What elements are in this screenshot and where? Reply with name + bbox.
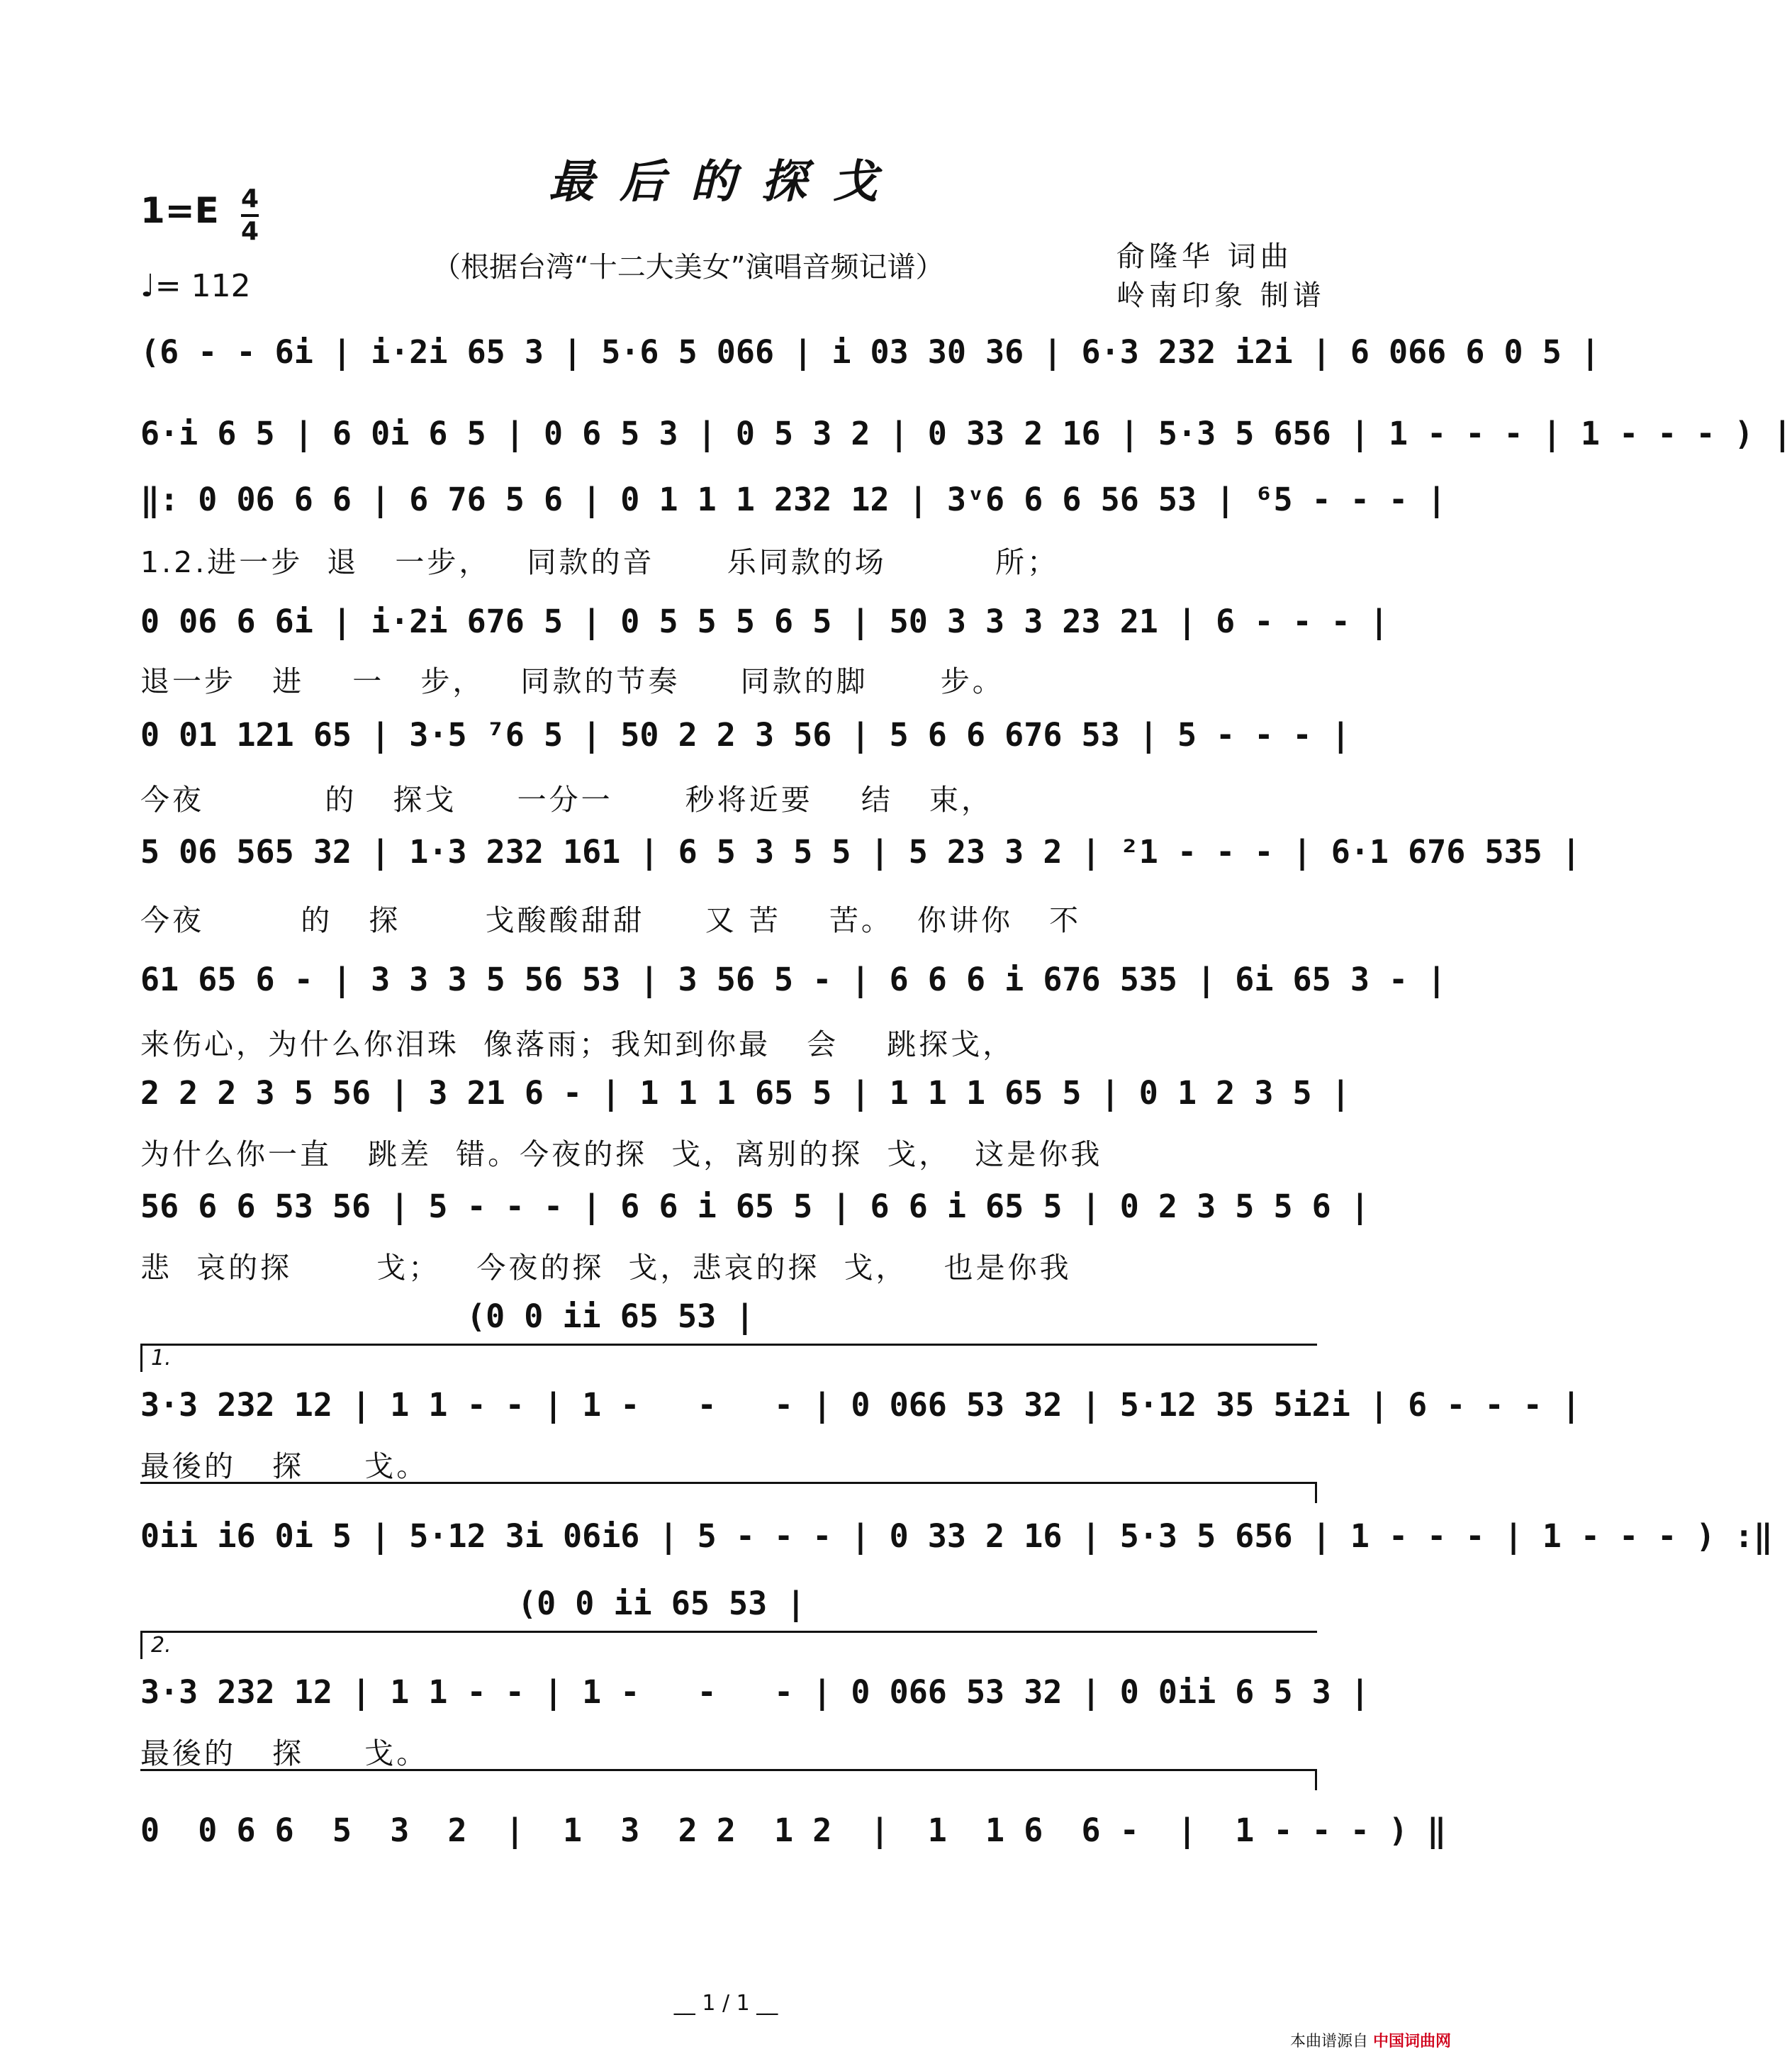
score-line-9: 56 6 6 53 56 | 5 - - - | 6 6 i 65 5 | 6 6 i 65 5 | 0 2 3 5 5 6 | (140, 1188, 1370, 1225)
transcriber-credit: 岭南印象 制谱 (1116, 279, 1326, 312)
composer-credit: 俞隆华 词曲 (1116, 240, 1293, 273)
pickup-phrase-1: (0 0 ii 65 53 | (466, 1297, 755, 1335)
subtitle: （根据台湾“十二大美女”演唱音频记谱） (432, 251, 944, 284)
source-watermark (1290, 2029, 1451, 2051)
volta-1-bracket (140, 1344, 1317, 1372)
score-line-10: 3·3 232 12 | 1 1 - - | 1 - - - | 0 066 53 32 | 5·12 35 5i2i | 6 - - - | (140, 1386, 1581, 1424)
lyric-line-7: 来伤心，为什么你泪珠 像落雨；我知到你最 会 跳探戈， (140, 1027, 1015, 1061)
score-line-5: 0 01 121 65 | 3·5 ⁷6 5 | 50 2 2 3 56 | 5 6 6 676 53 | 5 - - - | (140, 716, 1350, 754)
source-site: 中国词曲网 (1373, 2033, 1452, 2050)
score-line-8: 2 2 2 3 5 56 | 3 21 6 - | 1 1 1 65 5 | 1 1 1 65 5 | 0 1 2 3 5 | (140, 1074, 1350, 1112)
lyric-line-5: 今夜 的 探戈 一分一 秒将近要 结 束， (140, 783, 994, 817)
score-line-12: 3·3 232 12 | 1 1 - - | 1 - - - | 0 066 53 32 | 0 0ii 6 5 3 | (140, 1673, 1370, 1711)
lyric-line-9: 悲 哀的探 戈； 今夜的探 戈，悲哀的探 戈， 也是你我 (140, 1251, 1072, 1285)
volta-2-label: 2. (151, 1633, 172, 1658)
score-line-4: 0 06 6 6i | i·2i 676 5 | 0 5 5 5 6 5 | 50 3 3 3 23 21 | 6 - - - | (140, 603, 1389, 640)
volta-2-bracket (140, 1631, 1317, 1659)
score-line-3: ‖: 0 06 6 6 | 6 76 5 6 | 0 1 1 1 232 12 | 3ᵛ6 6 6 56 53 | ⁶5 - - - | (140, 481, 1447, 518)
lyric-line-4: 退一步 进 一 步， 同款的节奏 同款的脚 步。 (140, 664, 1004, 698)
time-bottom: 4 (241, 217, 259, 246)
tempo-marking: ♩= 112 (140, 268, 251, 304)
lyric-line-8: 为什么你一直 跳差 错。今夜的探 戈，离别的探 戈， 这是你我 (140, 1137, 1103, 1171)
volta-2-end (140, 1769, 1317, 1790)
time-signature (241, 186, 259, 245)
lyric-line-6: 今夜 的 探 戈酸酸甜甜 又 苦 苦。 你讲你 不 (140, 903, 1082, 937)
key-signature: 1=E (140, 190, 219, 231)
time-top: 4 (241, 184, 259, 213)
score-line-1: (6 - - 6i | i·2i 65 3 | 5·6 5 066 | i 03 30 36 | 6·3 232 i2i | 6 066 6 0 5 | (140, 333, 1601, 371)
lyric-line-12: 最後的 探 戈。 (140, 1736, 429, 1770)
score-line-6: 5 06 565 32 | 1·3 232 161 | 6 5 3 5 5 | 5 23 3 2 | ²1 - - - | 6·1 676 535 | (140, 833, 1581, 871)
page-number: __ 1 / 1 __ (673, 1991, 778, 2016)
volta-1-label: 1. (151, 1346, 172, 1371)
lyric-line-3: 1.2.进一步 退 一步， 同款的音 乐同款的场 所； (140, 545, 1059, 579)
score-line-2: 6·i 6 5 | 6 0i 6 5 | 0 6 5 3 | 0 5 3 2 | 0 33 2 16 | 5·3 5 656 | 1 - - - | 1 - - - ) | (140, 415, 1792, 452)
source-label: 本曲谱源自 (1290, 2033, 1369, 2050)
lyric-line-10: 最後的 探 戈。 (140, 1449, 429, 1483)
volta-1-end (140, 1482, 1317, 1503)
score-line-11: 0ii i6 0i 5 | 5·12 3i 06i6 | 5 - - - | 0 33 2 16 | 5·3 5 656 | 1 - - - | 1 - - - ) :‖ (140, 1517, 1773, 1555)
score-line-13: 0 0 6 6 5 3 2 | 1 3 2 2 1 2 | 1 1 6 6 - | 1 - - - ) ‖ (140, 1812, 1447, 1849)
pickup-phrase-2: (0 0 ii 65 53 | (517, 1585, 806, 1622)
score-line-7: 61 65 6 - | 3 3 3 5 56 53 | 3 56 5 - | 6 6 6 i 676 535 | 6i 65 3 - | (140, 961, 1447, 998)
score-title: 最后的探戈 (549, 155, 903, 208)
